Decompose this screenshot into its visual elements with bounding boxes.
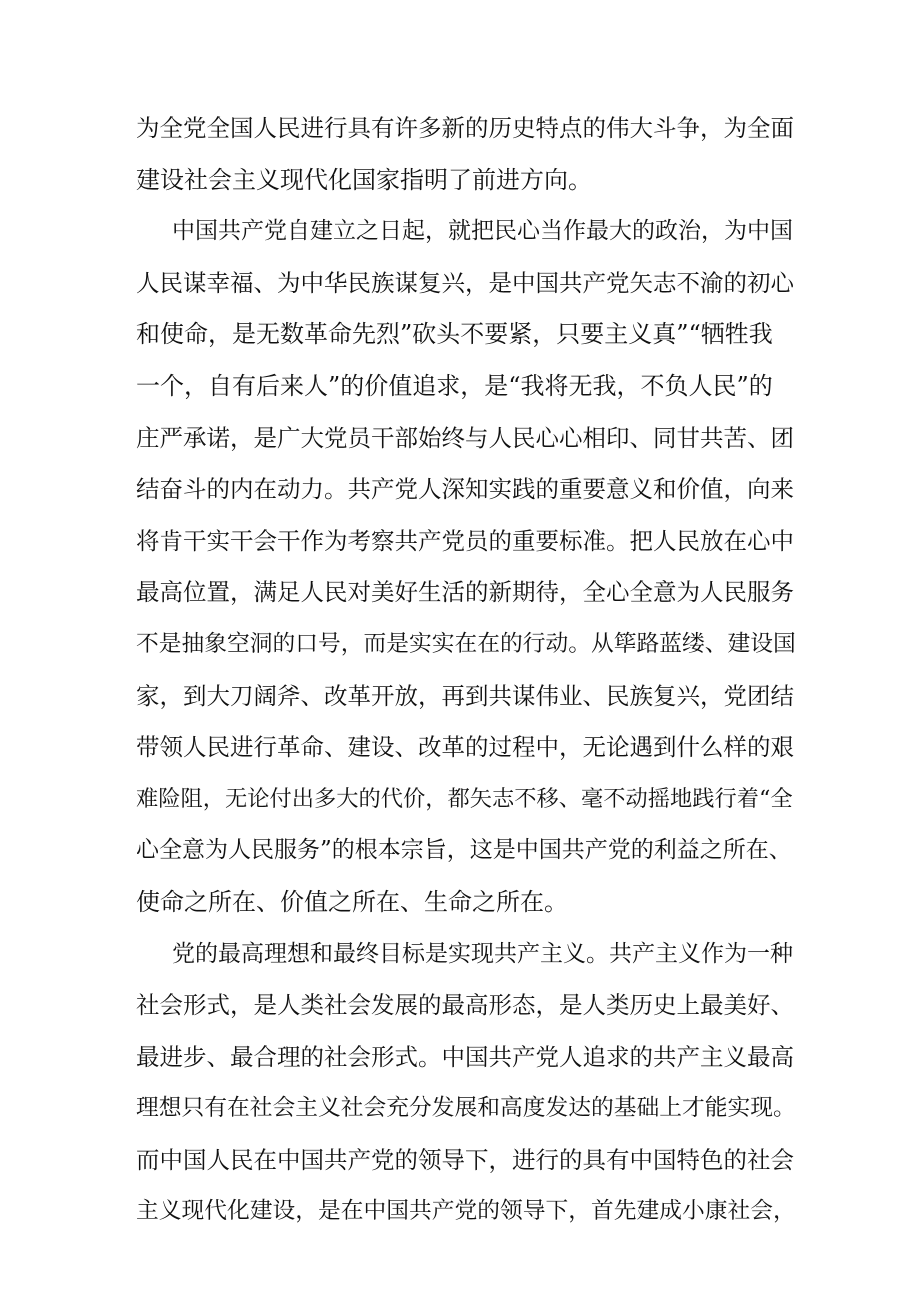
text-line: 而中国人民在中国共产党的领导下，进行的具有中国特色的社会 xyxy=(136,1145,794,1174)
text-line: 和使命，是无数革命先烈”砍头不要紧，只要主义真”“牺牲我 xyxy=(136,320,773,349)
paragraph-start-line: 党的最高理想和最终目标是实现共产主义。共产主义作为一种 xyxy=(172,940,793,967)
text-line: 结奋斗的内在动力。共产党人深知实践的重要意义和价值，向来 xyxy=(136,475,794,504)
text-line: 最进步、最合理的社会形式。中国共产党人追求的共产主义最高 xyxy=(136,1042,794,1071)
text-line: 家，到大刀阔斧、改革开放，再到共谋伟业、民族复兴，党团结 xyxy=(136,681,794,710)
text-line: 建设社会主义现代化国家指明了前进方向。 xyxy=(136,165,592,194)
text-line: 使命之所在、价值之所在、生命之所在。 xyxy=(136,887,568,916)
text-line: 带领人民进行革命、建设、改革的过程中，无论遇到什么样的艰 xyxy=(136,733,794,762)
text-line: 心全意为人民服务”的根本宗旨，这是中国共产党的利益之所在、 xyxy=(136,837,792,864)
text-line: 为全党全国人民进行具有许多新的历史特点的伟大斗争，为全面 xyxy=(136,114,794,142)
text-line: 主义现代化建设，是在中国共产党的领导下，首先建成小康社会， xyxy=(136,1198,796,1225)
text-line: 理想只有在社会主义社会充分发展和高度发达的基础上才能实现。 xyxy=(136,1095,796,1122)
text-line: 人民谋幸福、为中华民族谋复兴，是中国共产党矢志不渝的初心 xyxy=(136,268,794,297)
text-line: 将肯干实干会干作为考察共产党员的重要标准。把人民放在心中 xyxy=(136,526,794,555)
text-line: 难险阻，无论付出多大的代价，都矢志不移、毫不动摇地践行着“全 xyxy=(136,785,793,812)
text-line: 一个，自有后来人”的价值追求，是“我将无我，不负人民”的 xyxy=(136,371,773,400)
text-line: 庄严承诺，是广大党员干部始终与人民心心相印、同甘共苦、团 xyxy=(136,423,794,452)
paragraph-start-line: 中国共产党自建立之日起，就把民心当作最大的政治，为中国 xyxy=(172,218,793,245)
body-text xyxy=(136,103,796,1238)
text-line: 最高位置，满足人民对美好生活的新期待，全心全意为人民服务 xyxy=(136,578,794,607)
text-line: 社会形式，是人类社会发展的最高形态，是人类历史上最美好、 xyxy=(136,991,794,1020)
text-line: 不是抽象空洞的口号，而是实实在在的行动。从筚路蓝缕、建设国 xyxy=(136,630,796,657)
